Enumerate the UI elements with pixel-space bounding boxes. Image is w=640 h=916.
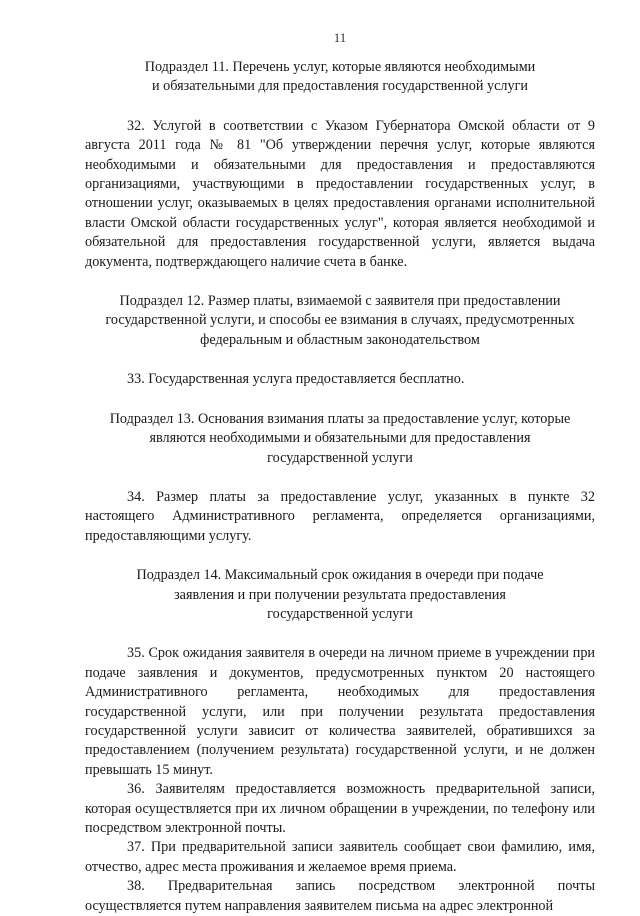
paragraph-32: 32. Услугой в соответствии с Указом Губернатора Омской области от 9 августа 2011 года № 81 "Об утверждении перечня услуг, которые являются необходимыми и обязательными для предоставления и предоставляются организациями, участвующими в предоставлении государственных услуг, в отношении услуг, оказываемых в целях предоставления органами исполнительной власти Омской области государственных услуг", которая является необходимой и обязательной для предоставления государственной услуги, является выдача документа, подтверждающего наличие счета в банке. <box>85 117 595 270</box>
subsection-11-heading <box>85 58 595 97</box>
heading-line: заявления и при получении результата предоставления <box>174 586 506 603</box>
paragraph-35: 35. Срок ожидания заявителя в очереди на личном приеме в учреждении при подаче заявления и документов, предусмотренных пунктом 20 настоящего Административного регламента, необходимых для предоставления государственной услуги, или при получении результата предоставления государственной услуги зависит от количества заявителей, обратившихся за предоставлением (получением результата) государственной услуги, и не должен превышать 15 минут. <box>85 645 595 778</box>
paragraph-36: 36. Заявителям предоставляется возможность предварительной записи, которая осуществляется при их личном обращении в учреждении, по телефону или посредством электронной почты. <box>85 781 595 836</box>
heading-line: Подраздел 12. Размер платы, взимаемой с заявителя при предоставлении <box>119 293 561 310</box>
page-number: 11 <box>333 30 347 45</box>
heading-line: государственной услуги <box>267 449 413 466</box>
heading-line: и обязательными для предоставления государственной услуги <box>151 78 529 95</box>
subsection-14-heading <box>85 566 595 624</box>
heading-line: государственной услуги, и способы ее взимания в случаях, предусмотренных <box>105 312 575 329</box>
heading-line: Подраздел 13. Основания взимания платы за предоставление услуг, которые <box>109 410 571 427</box>
paragraph-37: 37. При предварительной записи заявитель сообщает свои фамилию, имя, отчество, адрес места проживания и желаемое время приема. <box>85 839 595 875</box>
subsection-13-heading <box>85 410 595 468</box>
heading-line: федеральным и областным законодательством <box>200 331 480 348</box>
paragraph-33: 33. Государственная услуга предоставляется бесплатно. <box>127 371 465 388</box>
subsection-12-heading <box>85 292 595 350</box>
heading-line: Подраздел 11. Перечень услуг, которые являются необходимыми <box>144 59 536 75</box>
heading-line: Подраздел 14. Максимальный срок ожидания в очереди при подаче <box>136 567 544 584</box>
heading-line: являются необходимыми и обязательными для предоставления <box>149 430 531 447</box>
paragraph-34: 34. Размер платы за предоставление услуг, указанных в пункте 32 настоящего Административного регламента, определяется организациями, предоставляющими услугу. <box>85 488 595 544</box>
paragraph-38: 38. Предварительная запись посредством электронной почты осуществляется путем направления заявителем письма на адрес электронной <box>85 878 595 914</box>
document-page <box>85 30 595 916</box>
heading-line: государственной услуги <box>267 605 413 622</box>
